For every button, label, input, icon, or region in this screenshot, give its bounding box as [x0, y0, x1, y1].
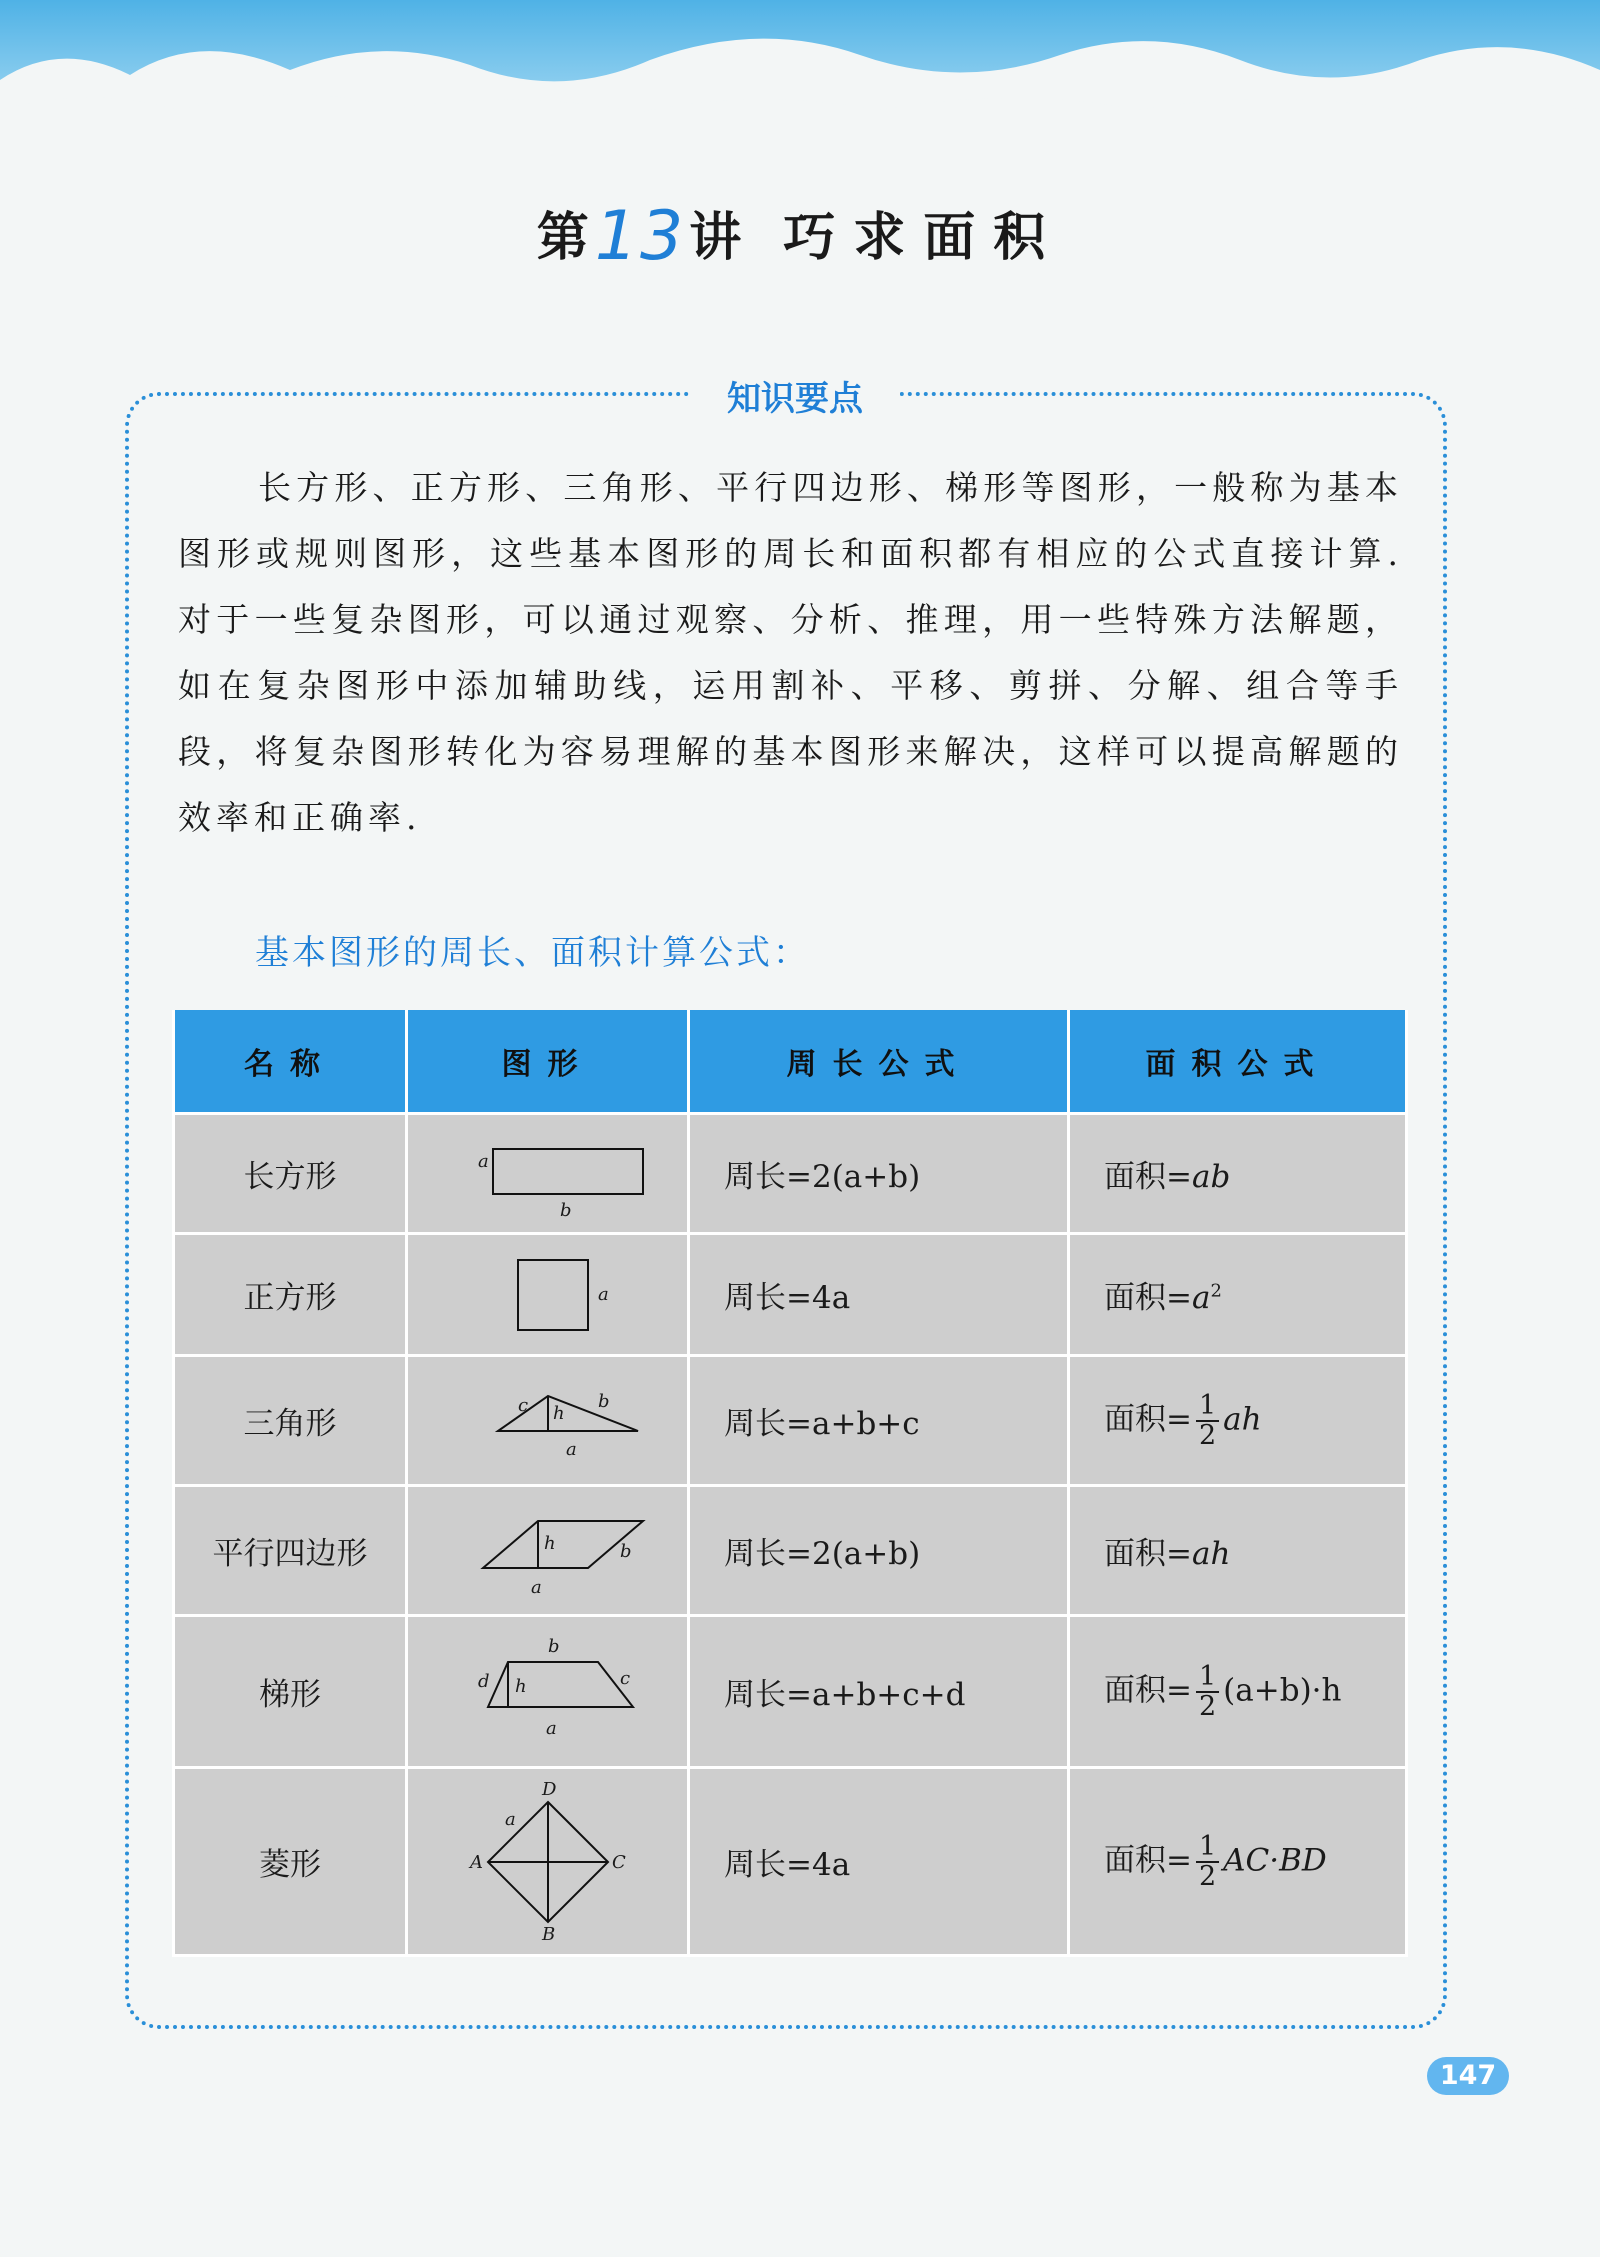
fig-label: a — [504, 1808, 516, 1830]
fraction-denominator: 2 — [1196, 1691, 1219, 1721]
formula-prefix: 周长= — [724, 1159, 812, 1195]
fig-label: b — [547, 1635, 560, 1657]
rectangle-diagram — [448, 1129, 648, 1219]
lesson-prefix: 第 — [536, 207, 591, 268]
header-area: 面积公式 — [1069, 1010, 1407, 1114]
shape-name: 三角形 — [174, 1356, 407, 1486]
perimeter-formula — [689, 1486, 1069, 1616]
lesson-suffix: 讲 — [689, 207, 744, 268]
perimeter-formula — [689, 1616, 1069, 1768]
formula-expr: AC·BD — [1223, 1842, 1327, 1878]
table-header-row — [174, 1010, 1407, 1114]
lesson-number: 13 — [594, 197, 686, 276]
fig-label: a — [597, 1283, 609, 1305]
formula-expr: a+b+c+d — [811, 1677, 966, 1713]
fig-label: A — [469, 1851, 483, 1873]
formula-expr: ah — [1191, 1536, 1231, 1572]
perimeter-formula — [689, 1234, 1069, 1356]
table-row — [174, 1616, 1407, 1768]
shape-name: 平行四边形 — [174, 1486, 407, 1616]
table-row — [174, 1114, 1407, 1234]
formula-expr: 2(a+b) — [811, 1159, 921, 1195]
formula-subheading: 基本图形的周长、面积计算公式： — [255, 933, 810, 973]
fig-label: C — [611, 1851, 626, 1873]
formula-expr: 4a — [811, 1280, 851, 1316]
formula-prefix: 面积= — [1104, 1672, 1192, 1708]
sky-banner — [0, 0, 1600, 150]
shape-name: 正方形 — [174, 1234, 407, 1356]
page-number: 147 — [1427, 2057, 1509, 2095]
lesson-title — [0, 195, 1600, 276]
rhombus-figure — [407, 1768, 689, 1956]
table-row — [174, 1486, 1407, 1616]
formula-expr: ab — [1191, 1159, 1231, 1195]
fig-label: a — [477, 1150, 489, 1172]
formula-prefix: 周长= — [724, 1406, 812, 1442]
lesson-topic: 巧求面积 — [783, 207, 1064, 268]
trapezoid-diagram — [448, 1632, 648, 1752]
rhombus-diagram — [438, 1777, 658, 1947]
intro-paragraph: 长方形、正方形、三角形、平行四边形、梯形等图形，一般称为基本图形或规则图形，这些基本图形的周长和面积都有相应的公式直接计算.对于一些复杂图形，可以通过观察、分析、推理，用一些特殊方法解题，如在复杂图形中添加辅助线，运用割补、平移、剪拼、分解、组合等手段，将复杂图形转化为容易理解的基本图形来解决，这样可以提高解题的效率和正确率. — [178, 468, 1403, 837]
fig-label: b — [559, 1199, 572, 1219]
perimeter-formula — [689, 1114, 1069, 1234]
fig-label: c — [619, 1667, 630, 1689]
formula-expr: a+b+c — [811, 1406, 920, 1442]
fraction-numerator: 1 — [1198, 1389, 1217, 1421]
table-row — [174, 1356, 1407, 1486]
square-diagram — [448, 1250, 648, 1340]
parallelogram-figure — [407, 1486, 689, 1616]
table-row — [174, 1768, 1407, 1956]
fig-label: h — [514, 1675, 527, 1697]
fraction-denominator: 2 — [1196, 1420, 1219, 1450]
parallelogram-diagram — [448, 1501, 648, 1601]
rectangle-figure — [407, 1114, 689, 1234]
formula-prefix: 面积= — [1104, 1536, 1192, 1572]
formula-prefix: 周长= — [724, 1677, 812, 1713]
fig-label: d — [477, 1670, 490, 1692]
formula-table — [172, 1010, 1408, 1957]
formula-expr: 2(a+b) — [811, 1536, 921, 1572]
fig-label: h — [552, 1402, 565, 1424]
header-name: 名称 — [174, 1010, 407, 1114]
fraction — [1196, 1389, 1219, 1451]
fig-label: B — [541, 1923, 555, 1945]
formula-expr: ah — [1223, 1401, 1262, 1437]
shape-name: 长方形 — [174, 1114, 407, 1234]
fraction-numerator: 1 — [1198, 1660, 1217, 1692]
fraction-numerator: 1 — [1198, 1830, 1217, 1862]
formula-expr: a — [1191, 1280, 1211, 1316]
formula-prefix: 面积= — [1104, 1401, 1192, 1437]
header-figure: 图形 — [407, 1010, 689, 1114]
fig-label: c — [517, 1394, 528, 1416]
table-row — [174, 1234, 1407, 1356]
fig-label: b — [597, 1390, 610, 1412]
fig-label: a — [545, 1717, 557, 1739]
formula-exponent: 2 — [1210, 1280, 1222, 1302]
fig-label: a — [530, 1576, 542, 1598]
formula-prefix: 周长= — [724, 1536, 812, 1572]
formula-expr: (a+b)·h — [1223, 1672, 1342, 1708]
fraction-denominator: 2 — [1196, 1861, 1219, 1891]
area-formula — [1069, 1234, 1407, 1356]
area-formula — [1069, 1486, 1407, 1616]
formula-expr: 4a — [811, 1847, 851, 1883]
fig-label: a — [565, 1438, 577, 1460]
formula-prefix: 面积= — [1104, 1842, 1192, 1878]
formula-prefix: 面积= — [1104, 1159, 1192, 1195]
square-figure — [407, 1234, 689, 1356]
shape-name: 梯形 — [174, 1616, 407, 1768]
formula-prefix: 面积= — [1104, 1280, 1192, 1316]
area-formula — [1069, 1114, 1407, 1234]
trapezoid-figure — [407, 1616, 689, 1768]
area-formula — [1069, 1616, 1407, 1768]
fig-label: D — [541, 1778, 556, 1800]
area-formula — [1069, 1768, 1407, 1956]
fig-label: h — [543, 1532, 556, 1554]
perimeter-formula — [689, 1356, 1069, 1486]
perimeter-formula — [689, 1768, 1069, 1956]
formula-prefix: 周长= — [724, 1280, 812, 1316]
triangle-figure — [407, 1356, 689, 1486]
formula-prefix: 周长= — [724, 1847, 812, 1883]
area-formula — [1069, 1356, 1407, 1486]
fig-label: b — [619, 1540, 632, 1562]
fraction — [1196, 1660, 1219, 1722]
fraction — [1196, 1830, 1219, 1892]
section-title: 知识要点 — [690, 371, 900, 420]
triangle-diagram — [448, 1371, 648, 1471]
header-perimeter: 周长公式 — [689, 1010, 1069, 1114]
shape-name: 菱形 — [174, 1768, 407, 1956]
